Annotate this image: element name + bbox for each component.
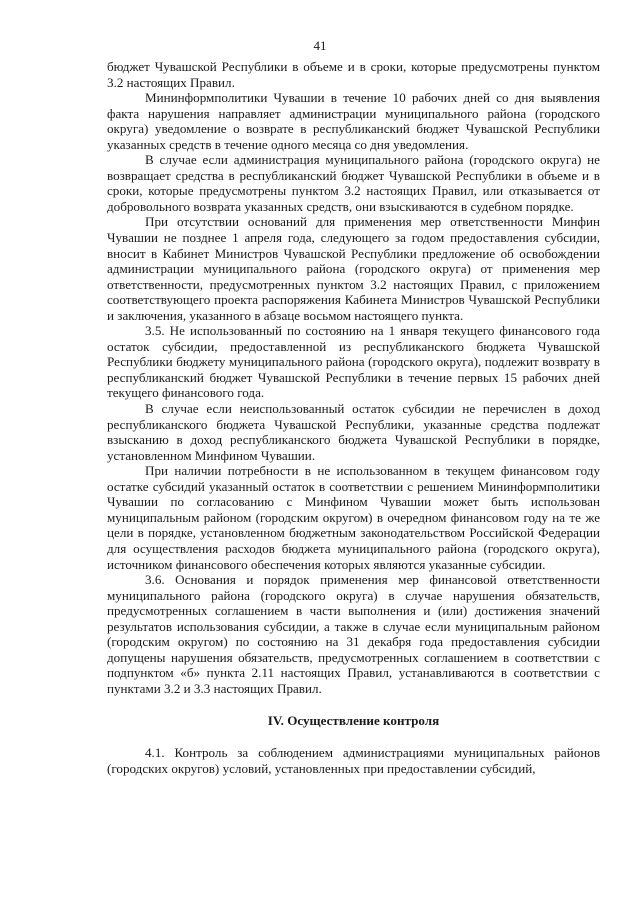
section-heading: IV. Осуществление контроля: [267, 713, 440, 729]
paragraph-continuation: бюджет Чувашской Республики в объеме и в сроки, которые предусмотрены пунктом 3.2 настоящих Правил.: [107, 59, 600, 90]
paragraph-notification: Mининформполитики Чувашии в течение 10 рабочих дней со дня выявления факта нарушения направляет администрации муниципального района (городского округа) уведомление о возврате в республиканский бюджет Чувашской Республики указанных средств в течение одного месяца со дня уведомления.: [107, 90, 600, 152]
paragraph-3-5: 3.5. Не использованный по состоянию на 1 января текущего финансового года остаток субсидии, предоставленной из республиканского бюджета Чувашской Республики бюджету муниципального района (городского округа), подлежит возврату в республиканский бюджет Чувашской Республики в течение первых 15 рабочих дней текущего финансового года.: [107, 323, 600, 401]
paragraph-unspent-balance: В случае если неиспользованный остаток субсидии не перечислен в доход республиканского бюджета Чувашской Республики, указанные средства подлежат взысканию в доход республиканского бюджета Чувашской Республики в порядке, установленном Минфином Чувашии.: [107, 401, 600, 463]
page-number: 41: [313, 38, 327, 53]
paragraph-3-6: 3.6. Основания и порядок применения мер финансовой ответственности муниципального района (городского округа) в случае нарушения обязательств, предусмотренных соглашением в части выполнения и (или) достижения значений результатов использования субсидии, а также в случае если муниципальным районом (городским округом) по состоянию на 31 декабря года предоставления субсидии допущены нарушения обязательств, предусмотренных соглашением в соответствии с подпунктом «б» пункта 2.11 настоящих Правил, устанавливаются в соответствии с пунктами 3.2 и 3.3 настоящих Правил.: [107, 572, 600, 696]
paragraph-exemption: При отсутствии оснований для применения мер ответственности Минфин Чувашии не позднее 1 апреля года, следующего за годом предоставления субсидии, вносит в Кабинет Министров Чувашской Республики предложение об освобождении администрации муниципального района (городского округа) от применения мер ответственности, предусмотренных пунктом 3.2 настоящих Правил, с приложением соответствующего проекта распоряжения Кабинета Министров Чувашской Республики и заключения, указанного в абзаце восьмом настоящего пункта.: [107, 214, 600, 323]
paragraph-judicial-recovery: В случае если администрация муниципального района (городского округа) не возвращает средства в республиканский бюджет Чувашской Республики в объеме и в сроки, которые предусмотрены пунктом 3.2 настоящих Правил, или отказывается от добровольного возврата указанных средств, они взыскиваются в судебном порядке.: [107, 152, 600, 214]
paragraph-4-1: 4.1. Контроль за соблюдением администрациями муниципальных районов (городских округов) условий, установленных при предоставлении субсидий,: [107, 744, 600, 776]
document-body: [107, 59, 600, 776]
paragraph-balance-usage: При наличии потребности в не использованном в текущем финансовом году остатке субсидий указанный остаток в соответствии с решением Мининформполитики Чувашии по согласованию с Минфином Чувашии может быть использован муниципальным районом (городским округом) в очередном финансовом году на те же цели в порядке, установленном бюджетным законодательством Российской Федерации для осуществления расходов бюджета муниципального района (городского округа), источником финансового обеспечения которых являются указанные субсидии.: [107, 463, 600, 572]
